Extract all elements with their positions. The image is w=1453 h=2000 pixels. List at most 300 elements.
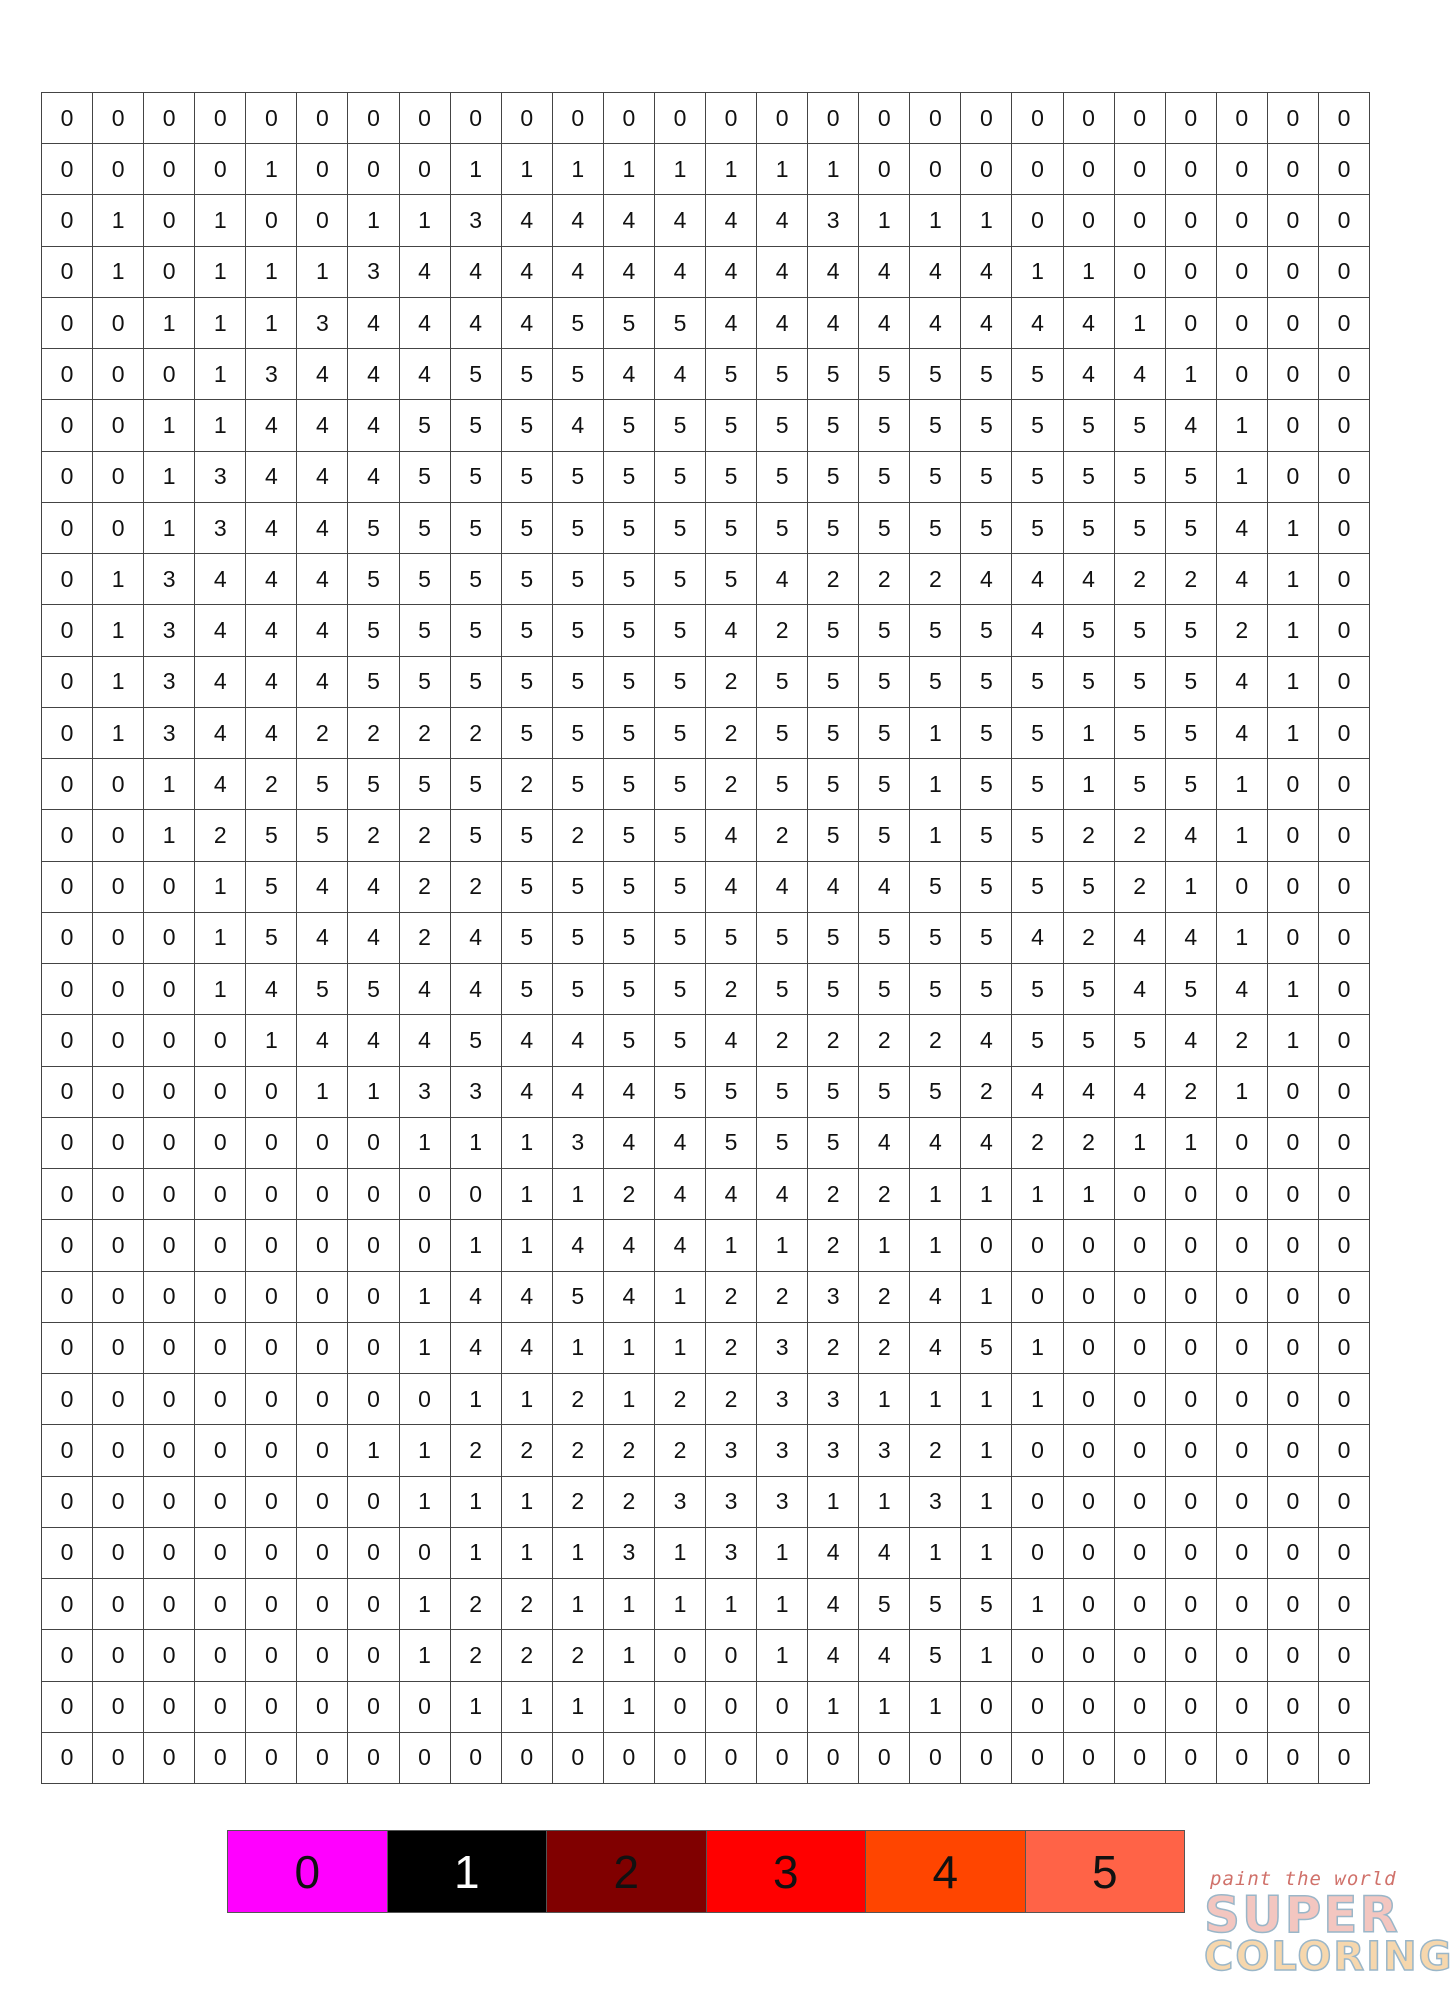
grid-cell: 0 xyxy=(144,1015,195,1066)
grid-cell: 5 xyxy=(451,349,502,400)
grid-cell: 5 xyxy=(348,964,399,1015)
grid-cell: 0 xyxy=(1319,452,1370,503)
grid-cell: 4 xyxy=(655,1169,706,1220)
grid-cell: 5 xyxy=(859,400,910,451)
grid-cell: 0 xyxy=(1268,195,1319,246)
grid-cell: 0 xyxy=(1268,913,1319,964)
grid-cell: 0 xyxy=(297,1169,348,1220)
grid-cell: 5 xyxy=(910,964,961,1015)
grid-cell: 0 xyxy=(42,708,93,759)
grid-cell: 5 xyxy=(502,400,553,451)
grid-cell: 4 xyxy=(246,657,297,708)
grid-cell: 4 xyxy=(502,195,553,246)
grid-cell: 1 xyxy=(502,1477,553,1528)
grid-cell: 0 xyxy=(144,1323,195,1374)
grid-cell: 1 xyxy=(859,195,910,246)
grid-cell: 4 xyxy=(1166,810,1217,861)
grid-cell: 2 xyxy=(859,1015,910,1066)
grid-cell: 0 xyxy=(1166,1374,1217,1425)
grid-cell: 0 xyxy=(1319,1682,1370,1733)
grid-cell: 2 xyxy=(451,1425,502,1476)
grid-cell: 4 xyxy=(808,862,859,913)
grid-cell: 5 xyxy=(706,400,757,451)
grid-cell: 2 xyxy=(246,759,297,810)
grid-cell: 1 xyxy=(1268,708,1319,759)
grid-cell: 0 xyxy=(348,1477,399,1528)
grid-cell: 5 xyxy=(706,452,757,503)
grid-cell: 0 xyxy=(1064,1425,1115,1476)
grid-cell: 0 xyxy=(961,1220,1012,1271)
grid-cell: 5 xyxy=(604,964,655,1015)
number-grid xyxy=(41,92,1370,1784)
grid-cell: 0 xyxy=(42,400,93,451)
grid-cell: 0 xyxy=(1217,1118,1268,1169)
grid-cell: 1 xyxy=(757,1528,808,1579)
grid-cell: 3 xyxy=(910,1477,961,1528)
grid-cell: 0 xyxy=(1268,1118,1319,1169)
grid-cell: 0 xyxy=(1064,1220,1115,1271)
grid-cell: 5 xyxy=(961,657,1012,708)
grid-cell: 0 xyxy=(195,1323,246,1374)
grid-cell: 4 xyxy=(859,1118,910,1169)
grid-cell: 0 xyxy=(93,503,144,554)
grid-cell: 0 xyxy=(144,1272,195,1323)
grid-cell: 2 xyxy=(1166,554,1217,605)
grid-cell: 1 xyxy=(910,1682,961,1733)
grid-cell: 0 xyxy=(93,452,144,503)
grid-cell: 0 xyxy=(1064,93,1115,144)
grid-cell: 2 xyxy=(808,1220,859,1271)
grid-cell: 0 xyxy=(42,810,93,861)
grid-cell: 1 xyxy=(859,1682,910,1733)
grid-cell: 1 xyxy=(604,1374,655,1425)
grid-cell: 0 xyxy=(1319,1374,1370,1425)
grid-cell: 0 xyxy=(1319,810,1370,861)
grid-cell: 2 xyxy=(1012,1118,1063,1169)
grid-cell: 5 xyxy=(553,657,604,708)
grid-cell: 0 xyxy=(246,1630,297,1681)
grid-cell: 5 xyxy=(757,349,808,400)
grid-cell: 0 xyxy=(859,1733,910,1784)
grid-cell: 5 xyxy=(757,1067,808,1118)
grid-cell: 1 xyxy=(195,964,246,1015)
grid-cell: 5 xyxy=(1115,1015,1166,1066)
grid-cell: 5 xyxy=(502,349,553,400)
grid-cell: 3 xyxy=(808,1425,859,1476)
grid-cell: 4 xyxy=(297,349,348,400)
grid-cell: 3 xyxy=(348,247,399,298)
grid-cell: 0 xyxy=(144,1067,195,1118)
grid-cell: 1 xyxy=(246,1015,297,1066)
grid-cell: 0 xyxy=(348,1733,399,1784)
grid-cell: 0 xyxy=(1064,1323,1115,1374)
grid-cell: 2 xyxy=(1064,810,1115,861)
grid-cell: 0 xyxy=(144,1374,195,1425)
grid-cell: 0 xyxy=(553,93,604,144)
grid-cell: 1 xyxy=(961,195,1012,246)
grid-cell: 1 xyxy=(1268,503,1319,554)
grid-cell: 0 xyxy=(706,1682,757,1733)
grid-cell: 4 xyxy=(961,1118,1012,1169)
grid-cell: 0 xyxy=(1115,1733,1166,1784)
grid-cell: 4 xyxy=(348,298,399,349)
grid-cell: 5 xyxy=(808,759,859,810)
grid-cell: 1 xyxy=(1217,759,1268,810)
grid-cell: 5 xyxy=(808,964,859,1015)
grid-cell: 0 xyxy=(1268,1425,1319,1476)
grid-cell: 1 xyxy=(655,144,706,195)
grid-cell: 2 xyxy=(655,1425,706,1476)
grid-cell: 2 xyxy=(757,605,808,656)
grid-cell: 0 xyxy=(93,1528,144,1579)
grid-cell: 0 xyxy=(297,1477,348,1528)
grid-cell: 5 xyxy=(757,913,808,964)
grid-cell: 5 xyxy=(808,913,859,964)
grid-cell: 4 xyxy=(706,862,757,913)
grid-cell: 3 xyxy=(808,1272,859,1323)
grid-cell: 0 xyxy=(1217,1579,1268,1630)
grid-cell: 4 xyxy=(195,657,246,708)
grid-cell: 5 xyxy=(348,657,399,708)
grid-cell: 0 xyxy=(195,1682,246,1733)
grid-cell: 1 xyxy=(1115,1118,1166,1169)
grid-cell: 0 xyxy=(42,605,93,656)
grid-cell: 0 xyxy=(859,93,910,144)
grid-cell: 0 xyxy=(1319,1067,1370,1118)
grid-cell: 0 xyxy=(348,1682,399,1733)
grid-cell: 1 xyxy=(502,1118,553,1169)
grid-cell: 1 xyxy=(808,144,859,195)
grid-cell: 4 xyxy=(195,605,246,656)
grid-cell: 1 xyxy=(1012,1323,1063,1374)
grid-cell: 0 xyxy=(451,1169,502,1220)
grid-cell: 4 xyxy=(706,605,757,656)
grid-cell: 1 xyxy=(1268,554,1319,605)
grid-cell: 0 xyxy=(400,1374,451,1425)
grid-cell: 4 xyxy=(961,554,1012,605)
grid-cell: 2 xyxy=(808,1323,859,1374)
grid-cell: 5 xyxy=(1166,759,1217,810)
grid-cell: 0 xyxy=(808,93,859,144)
grid-cell: 0 xyxy=(195,1579,246,1630)
grid-cell: 2 xyxy=(502,1425,553,1476)
grid-cell: 1 xyxy=(910,1169,961,1220)
grid-cell: 5 xyxy=(1115,452,1166,503)
grid-cell: 4 xyxy=(655,247,706,298)
grid-cell: 2 xyxy=(400,862,451,913)
grid-cell: 5 xyxy=(451,1015,502,1066)
grid-cell: 0 xyxy=(1115,1477,1166,1528)
grid-cell: 2 xyxy=(757,1015,808,1066)
grid-cell: 0 xyxy=(910,1733,961,1784)
grid-cell: 2 xyxy=(808,1015,859,1066)
grid-cell: 0 xyxy=(1166,1682,1217,1733)
grid-cell: 0 xyxy=(144,1630,195,1681)
grid-cell: 0 xyxy=(348,1118,399,1169)
grid-cell: 5 xyxy=(655,862,706,913)
grid-cell: 0 xyxy=(144,1528,195,1579)
grid-cell: 1 xyxy=(246,247,297,298)
grid-cell: 0 xyxy=(42,1272,93,1323)
grid-cell: 4 xyxy=(910,1272,961,1323)
grid-cell: 2 xyxy=(400,810,451,861)
grid-cell: 4 xyxy=(502,1067,553,1118)
grid-cell: 4 xyxy=(757,554,808,605)
grid-cell: 5 xyxy=(1166,708,1217,759)
grid-cell: 2 xyxy=(451,1630,502,1681)
grid-cell: 1 xyxy=(1064,708,1115,759)
grid-cell: 5 xyxy=(400,605,451,656)
grid-cell: 0 xyxy=(1217,1630,1268,1681)
legend-swatch-2: 2 xyxy=(547,1831,707,1912)
grid-cell: 0 xyxy=(93,810,144,861)
grid-cell: 0 xyxy=(1166,1323,1217,1374)
grid-cell: 2 xyxy=(910,1425,961,1476)
grid-cell: 1 xyxy=(604,1579,655,1630)
grid-cell: 0 xyxy=(1166,1630,1217,1681)
grid-cell: 0 xyxy=(400,1733,451,1784)
grid-cell: 0 xyxy=(1166,1169,1217,1220)
grid-cell: 5 xyxy=(451,657,502,708)
grid-cell: 5 xyxy=(808,708,859,759)
grid-cell: 4 xyxy=(451,298,502,349)
grid-cell: 4 xyxy=(604,349,655,400)
grid-cell: 2 xyxy=(553,1630,604,1681)
grid-cell: 5 xyxy=(1064,964,1115,1015)
grid-cell: 0 xyxy=(706,93,757,144)
grid-cell: 4 xyxy=(502,298,553,349)
grid-cell: 0 xyxy=(1064,1477,1115,1528)
grid-cell: 1 xyxy=(655,1579,706,1630)
grid-cell: 0 xyxy=(1012,144,1063,195)
grid-cell: 5 xyxy=(1115,503,1166,554)
grid-cell: 1 xyxy=(961,1630,1012,1681)
grid-cell: 5 xyxy=(502,810,553,861)
grid-cell: 0 xyxy=(1268,93,1319,144)
grid-cell: 0 xyxy=(604,1733,655,1784)
grid-cell: 4 xyxy=(502,247,553,298)
grid-cell: 5 xyxy=(604,657,655,708)
grid-cell: 0 xyxy=(706,1630,757,1681)
grid-cell: 5 xyxy=(1166,657,1217,708)
grid-cell: 5 xyxy=(400,759,451,810)
grid-cell: 5 xyxy=(859,810,910,861)
grid-cell: 4 xyxy=(706,195,757,246)
grid-cell: 4 xyxy=(1166,1015,1217,1066)
grid-cell: 0 xyxy=(1268,1323,1319,1374)
grid-cell: 4 xyxy=(655,349,706,400)
grid-cell: 2 xyxy=(859,1323,910,1374)
grid-cell: 4 xyxy=(451,913,502,964)
grid-cell: 0 xyxy=(1115,1425,1166,1476)
grid-cell: 5 xyxy=(655,810,706,861)
grid-cell: 0 xyxy=(348,1630,399,1681)
grid-cell: 0 xyxy=(246,1118,297,1169)
grid-cell: 5 xyxy=(859,708,910,759)
grid-cell: 4 xyxy=(961,1015,1012,1066)
grid-cell: 1 xyxy=(961,1169,1012,1220)
grid-cell: 5 xyxy=(655,913,706,964)
grid-cell: 4 xyxy=(1217,964,1268,1015)
grid-cell: 1 xyxy=(348,195,399,246)
grid-cell: 5 xyxy=(859,759,910,810)
grid-cell: 0 xyxy=(195,1630,246,1681)
grid-cell: 1 xyxy=(655,1528,706,1579)
grid-cell: 1 xyxy=(655,1323,706,1374)
grid-cell: 0 xyxy=(1319,1477,1370,1528)
grid-cell: 0 xyxy=(42,503,93,554)
grid-cell: 2 xyxy=(859,554,910,605)
grid-cell: 4 xyxy=(604,195,655,246)
grid-cell: 1 xyxy=(400,195,451,246)
grid-cell: 0 xyxy=(1012,1220,1063,1271)
grid-cell: 0 xyxy=(1217,862,1268,913)
grid-cell: 1 xyxy=(706,1579,757,1630)
grid-cell: 0 xyxy=(1115,1272,1166,1323)
grid-cell: 1 xyxy=(144,400,195,451)
grid-cell: 4 xyxy=(348,862,399,913)
grid-cell: 4 xyxy=(706,1015,757,1066)
grid-cell: 0 xyxy=(1012,1682,1063,1733)
grid-cell: 3 xyxy=(604,1528,655,1579)
grid-cell: 4 xyxy=(297,913,348,964)
grid-cell: 5 xyxy=(961,708,1012,759)
grid-cell: 0 xyxy=(93,1579,144,1630)
grid-cell: 0 xyxy=(195,1477,246,1528)
grid-cell: 4 xyxy=(604,1272,655,1323)
grid-cell: 0 xyxy=(42,1015,93,1066)
grid-cell: 0 xyxy=(1115,1220,1166,1271)
grid-cell: 4 xyxy=(297,452,348,503)
grid-cell: 0 xyxy=(195,1425,246,1476)
grid-cell: 5 xyxy=(502,503,553,554)
grid-cell: 0 xyxy=(246,1733,297,1784)
grid-cell: 1 xyxy=(553,1169,604,1220)
grid-cell: 1 xyxy=(451,1220,502,1271)
grid-cell: 0 xyxy=(655,93,706,144)
grid-cell: 0 xyxy=(1268,1477,1319,1528)
grid-cell: 5 xyxy=(553,964,604,1015)
grid-cell: 1 xyxy=(553,1682,604,1733)
grid-cell: 4 xyxy=(859,862,910,913)
grid-cell: 4 xyxy=(808,298,859,349)
grid-cell: 2 xyxy=(451,708,502,759)
grid-cell: 2 xyxy=(348,708,399,759)
grid-cell: 5 xyxy=(757,452,808,503)
grid-cell: 0 xyxy=(1115,247,1166,298)
grid-cell: 0 xyxy=(195,144,246,195)
grid-cell: 2 xyxy=(706,759,757,810)
grid-cell: 0 xyxy=(144,349,195,400)
grid-cell: 0 xyxy=(93,1733,144,1784)
grid-cell: 4 xyxy=(451,964,502,1015)
grid-cell: 1 xyxy=(93,554,144,605)
grid-cell: 0 xyxy=(961,1682,1012,1733)
grid-cell: 0 xyxy=(297,1118,348,1169)
grid-cell: 0 xyxy=(502,1733,553,1784)
grid-cell: 5 xyxy=(910,605,961,656)
grid-cell: 4 xyxy=(553,1015,604,1066)
grid-cell: 5 xyxy=(604,708,655,759)
grid-cell: 4 xyxy=(910,247,961,298)
grid-cell: 5 xyxy=(502,862,553,913)
grid-cell: 2 xyxy=(1064,913,1115,964)
grid-cell: 1 xyxy=(93,605,144,656)
grid-cell: 4 xyxy=(451,1323,502,1374)
grid-cell: 2 xyxy=(655,1374,706,1425)
grid-cell: 1 xyxy=(400,1425,451,1476)
grid-cell: 4 xyxy=(246,452,297,503)
grid-cell: 2 xyxy=(706,1374,757,1425)
grid-cell: 2 xyxy=(706,964,757,1015)
grid-cell: 0 xyxy=(400,1169,451,1220)
grid-cell: 0 xyxy=(1217,1733,1268,1784)
grid-cell: 2 xyxy=(1217,1015,1268,1066)
grid-cell: 5 xyxy=(910,400,961,451)
grid-cell: 0 xyxy=(1217,93,1268,144)
grid-cell: 1 xyxy=(961,1425,1012,1476)
grid-cell: 5 xyxy=(655,452,706,503)
grid-cell: 5 xyxy=(655,503,706,554)
grid-cell: 0 xyxy=(93,1118,144,1169)
grid-cell: 0 xyxy=(1166,1579,1217,1630)
grid-cell: 4 xyxy=(246,964,297,1015)
grid-cell: 1 xyxy=(348,1425,399,1476)
grid-cell: 5 xyxy=(910,1630,961,1681)
grid-cell: 0 xyxy=(1064,1733,1115,1784)
grid-cell: 0 xyxy=(93,913,144,964)
grid-cell: 5 xyxy=(961,810,1012,861)
grid-cell: 0 xyxy=(1319,657,1370,708)
grid-cell: 1 xyxy=(757,1630,808,1681)
grid-cell: 5 xyxy=(604,1015,655,1066)
grid-cell: 0 xyxy=(195,1118,246,1169)
grid-cell: 0 xyxy=(1115,1579,1166,1630)
grid-cell: 0 xyxy=(246,1425,297,1476)
grid-cell: 0 xyxy=(93,1272,144,1323)
grid-cell: 0 xyxy=(348,93,399,144)
grid-cell: 0 xyxy=(1115,144,1166,195)
grid-cell: 5 xyxy=(451,810,502,861)
grid-cell: 5 xyxy=(655,1015,706,1066)
grid-cell: 0 xyxy=(195,1067,246,1118)
grid-cell: 5 xyxy=(297,810,348,861)
grid-cell: 5 xyxy=(1012,862,1063,913)
grid-cell: 5 xyxy=(1115,400,1166,451)
grid-cell: 0 xyxy=(1166,1220,1217,1271)
grid-cell: 0 xyxy=(195,1528,246,1579)
grid-cell: 1 xyxy=(195,862,246,913)
grid-cell: 1 xyxy=(553,1323,604,1374)
grid-cell: 1 xyxy=(757,1579,808,1630)
grid-cell: 4 xyxy=(757,1169,808,1220)
grid-cell: 0 xyxy=(910,144,961,195)
grid-cell: 4 xyxy=(297,657,348,708)
grid-cell: 0 xyxy=(1166,1733,1217,1784)
grid-cell: 4 xyxy=(400,298,451,349)
grid-cell: 1 xyxy=(451,144,502,195)
grid-cell: 0 xyxy=(93,862,144,913)
grid-cell: 0 xyxy=(144,93,195,144)
grid-cell: 4 xyxy=(961,247,1012,298)
grid-cell: 0 xyxy=(1166,195,1217,246)
grid-cell: 1 xyxy=(1115,298,1166,349)
grid-cell: 0 xyxy=(1319,503,1370,554)
grid-cell: 5 xyxy=(961,400,1012,451)
grid-cell: 5 xyxy=(910,452,961,503)
grid-cell: 0 xyxy=(1115,195,1166,246)
grid-cell: 5 xyxy=(400,400,451,451)
